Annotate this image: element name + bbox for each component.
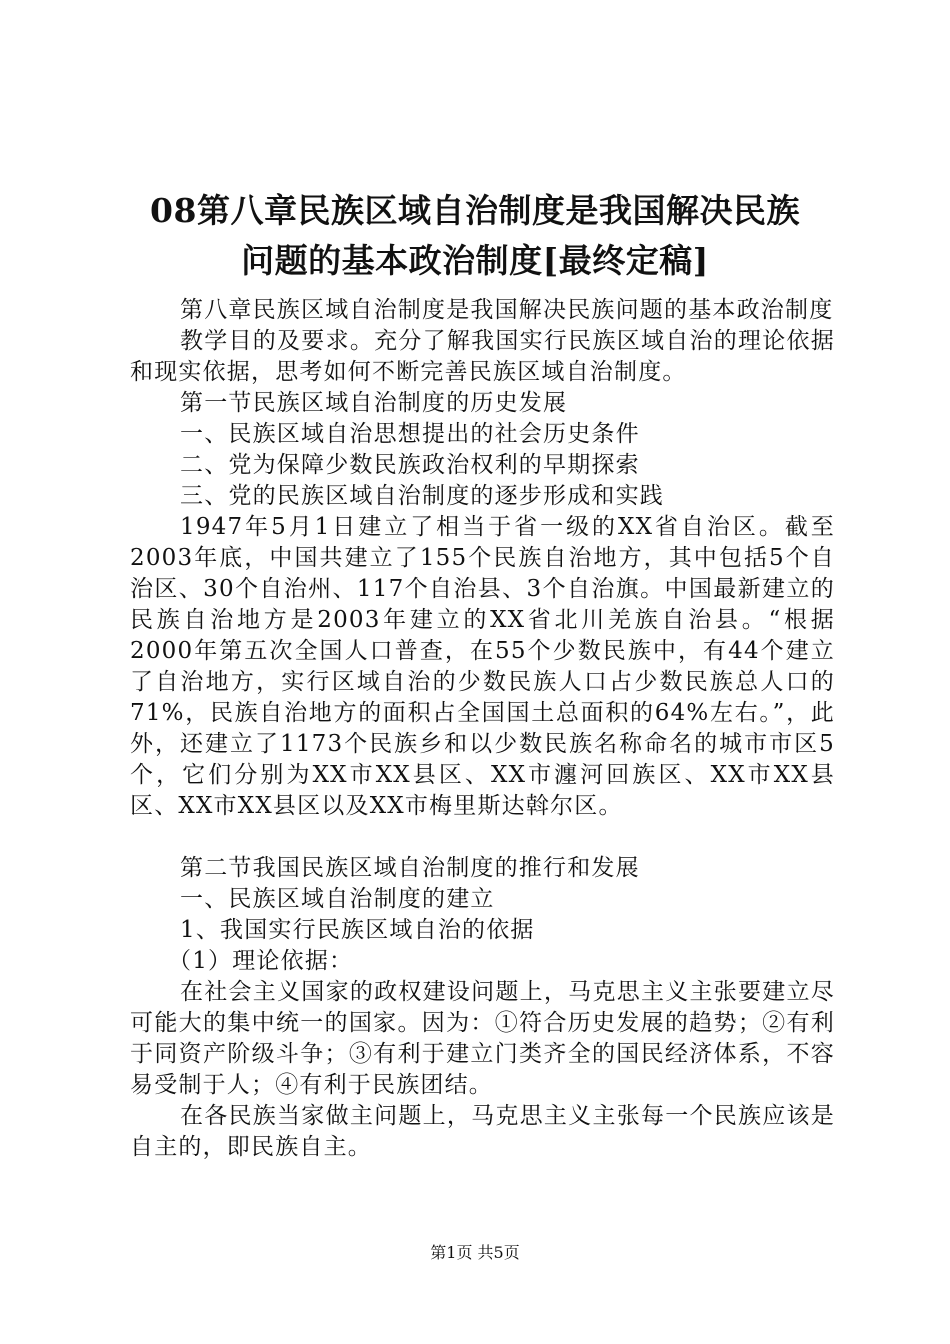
title-line-2: 问题的基本政治制度[最终定稿] bbox=[241, 241, 709, 280]
document-title bbox=[100, 186, 850, 286]
page-footer: 第1页 共5页 bbox=[430, 1243, 520, 1262]
section-1-item-1: 一、民族区域自治思想提出的社会历史条件 bbox=[180, 421, 640, 447]
theory-paragraph-2: 在各民族当家做主问题上，马克思主义主张每一个民族应该是自主的，即民族自主。 bbox=[130, 1103, 835, 1160]
paragraph-gap bbox=[130, 822, 835, 853]
theory-paragraph-1: 在社会主义国家的政权建设问题上，马克思主义主张要建立尽可能大的集中统一的国家。因为：①符合历史发展的趋势；②有利于同资产阶级斗争；③有利于建立门类齐全的国民经济体系，不容易受制于人；④有利于民族团结。 bbox=[130, 979, 835, 1098]
document-body bbox=[130, 295, 835, 1163]
section-1-item-2: 二、党为保障少数民族政治权利的早期探索 bbox=[180, 452, 640, 478]
teaching-objectives: 教学目的及要求。充分了解我国实行民族区域自治的理论依据和现实依据，思考如何不断完善民族区域自治制度。 bbox=[130, 328, 835, 385]
section-2-item-1: 一、民族区域自治制度的建立 bbox=[180, 886, 495, 912]
chapter-heading: 第八章民族区域自治制度是我国解决民族问题的基本政治制度 bbox=[180, 297, 834, 323]
title-line-1: 08第八章民族区域自治制度是我国解决民族 bbox=[150, 191, 800, 230]
section-2-heading: 第二节我国民族区域自治制度的推行和发展 bbox=[180, 855, 640, 881]
section-1-heading: 第一节民族区域自治制度的历史发展 bbox=[180, 390, 568, 416]
section-1-item-3: 三、党的民族区域自治制度的逐步形成和实践 bbox=[180, 483, 664, 509]
section-2-subitem-1: 1、我国实行民族区域自治的依据 bbox=[180, 917, 535, 943]
theory-basis-label: （1）理论依据： bbox=[168, 948, 354, 974]
history-paragraph: 1947年5月1日建立了相当于省一级的XX省自治区。截至2003年底，中国共建立了155个民族自治地方，其中包括5个自治区、30个自治州、117个自治县、3个自治旗。中国最新建立的民族自治地方是2003年建立的XX省北川羌族自治县。“根据2000年第五次全国人口普查，在55个少数民族中，有44个建立了自治地方，实行区域自治的少数民族人口占少数民族总人口的71%，民族自治地方的面积占全国国土总面积的64%左右。”，此外，还建立了1173个民族乡和以少数民族名称命名的城市市区5个，它们分别为XX市XX县区、XX市瀍河回族区、XX市XX县区、XX市XX县区以及XX市梅里斯达斡尔区。 bbox=[130, 514, 835, 819]
